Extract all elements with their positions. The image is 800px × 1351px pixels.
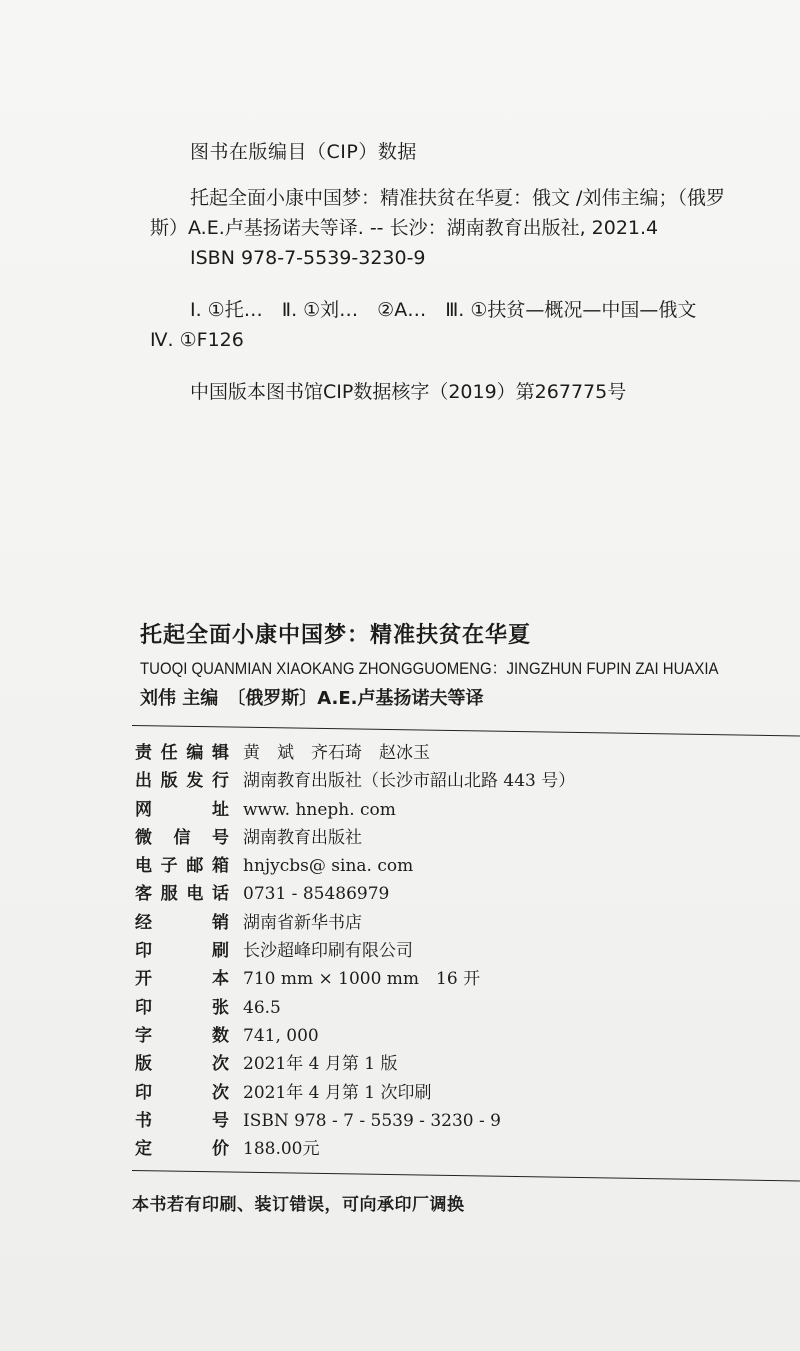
detail-value: ISBN 978 - 7 - 5539 - 3230 - 9	[243, 1110, 501, 1131]
cip-isbn: ISBN 978-7-5539-3230-9	[190, 247, 426, 269]
book-title-chinese: 托起全面小康中国梦：精准扶贫在华夏	[140, 623, 532, 648]
detail-label-char: 印	[135, 997, 152, 1018]
cip-number: 中国版本图书馆CIP数据核字（2019）第267775号	[190, 381, 627, 403]
detail-row	[135, 766, 755, 794]
detail-value: hnjycbs@ sina. com	[243, 856, 414, 877]
detail-label	[135, 879, 229, 904]
cip-subject-line-1: Ⅰ. ①托… Ⅱ. ①刘… ②A… Ⅲ. ①扶贫—概况—中国—俄文	[190, 299, 697, 321]
detail-label-char: 本	[212, 969, 229, 990]
detail-row	[135, 1078, 755, 1106]
detail-label	[135, 766, 229, 791]
detail-row	[135, 936, 755, 964]
detail-label-char: 经	[135, 912, 152, 933]
detail-label-char: 箱	[211, 856, 229, 877]
detail-row	[135, 851, 755, 879]
detail-value: 710 mm × 1000 mm 16 开	[243, 969, 481, 990]
detail-label-char: 印	[135, 941, 152, 962]
detail-label-char: 次	[212, 1054, 229, 1075]
detail-label	[135, 1049, 229, 1074]
detail-row	[135, 738, 755, 766]
detail-label-char: 号	[212, 827, 229, 848]
detail-label-char: 编	[186, 743, 204, 763]
detail-label-char: 行	[211, 771, 229, 792]
detail-label-char: 印	[135, 1082, 152, 1103]
detail-label-char: 电	[186, 884, 204, 905]
detail-label-char: 出	[135, 771, 152, 792]
detail-label	[135, 1106, 229, 1131]
detail-label	[135, 738, 229, 763]
publication-details	[135, 738, 755, 1162]
detail-label-char: 号	[212, 1110, 229, 1131]
detail-value: 188.00元	[243, 1139, 320, 1160]
detail-label-char: 服	[160, 884, 178, 905]
detail-row	[135, 1134, 755, 1162]
cip-subject-line-2: Ⅳ. ①F126	[150, 329, 244, 351]
detail-value: 长沙超峰印刷有限公司	[243, 941, 413, 962]
detail-label-char: 定	[135, 1139, 152, 1160]
detail-value: 湖南教育出版社（长沙市韶山北路 443 号）	[243, 771, 576, 792]
detail-label-char: 版	[160, 771, 178, 792]
detail-label	[135, 851, 229, 876]
detail-label	[135, 823, 229, 848]
detail-label-char: 字	[135, 1025, 152, 1046]
detail-row	[135, 1021, 755, 1049]
detail-label-char: 微	[135, 827, 152, 848]
detail-label-char: 址	[212, 799, 229, 820]
detail-label-char: 刷	[212, 941, 229, 962]
detail-label-char: 辑	[211, 743, 229, 763]
detail-label-char: 次	[212, 1082, 229, 1103]
detail-row	[135, 964, 755, 992]
cip-record	[150, 183, 740, 407]
detail-label	[135, 1021, 229, 1046]
detail-value: www. hneph. com	[243, 799, 396, 820]
detail-label	[135, 993, 229, 1018]
detail-label-char: 书	[135, 1110, 152, 1131]
detail-value: 0731 - 85486979	[243, 884, 390, 905]
detail-label-char: 信	[173, 827, 191, 848]
book-authors: 刘伟 主编 〔俄罗斯〕A.E.卢基扬诺夫等译	[140, 688, 484, 709]
detail-label-char: 责	[135, 743, 152, 763]
detail-label-char: 张	[212, 997, 229, 1018]
detail-value: 46.5	[243, 997, 281, 1018]
detail-label	[135, 1078, 229, 1103]
book-title-pinyin: TUOQI QUANMIAN XIAOKANG ZHONGGUOMENG：JINGZHUN FUPIN ZAI HUAXIA	[140, 659, 719, 678]
detail-label-char: 价	[212, 1139, 229, 1160]
bottom-divider	[132, 1170, 800, 1181]
detail-value: 湖南教育出版社	[243, 827, 362, 848]
detail-label	[135, 1134, 229, 1159]
detail-label-char: 客	[135, 884, 152, 905]
detail-label	[135, 936, 229, 961]
detail-value: 741, 000	[243, 1025, 319, 1046]
detail-row	[135, 908, 755, 936]
cip-heading: 图书在版编目（CIP）数据	[190, 141, 417, 163]
detail-label-char: 开	[135, 969, 152, 990]
detail-label-char: 话	[211, 884, 229, 905]
cip-entry-line-2: 斯）A.E.卢基扬诺夫等译. -- 长沙：湖南教育出版社, 2021.4	[150, 217, 659, 239]
top-divider	[132, 725, 800, 736]
detail-row	[135, 879, 755, 907]
detail-row	[135, 1049, 755, 1077]
detail-label-char: 子	[160, 856, 178, 877]
print-error-notice: 本书若有印刷、装订错误，可向承印厂调换	[132, 1195, 465, 1215]
cip-entry-line-1: 托起全面小康中国梦：精准扶贫在华夏：俄文 /刘伟主编；（俄罗	[190, 187, 725, 209]
detail-row	[135, 795, 755, 823]
detail-row	[135, 993, 755, 1021]
detail-value: 湖南省新华书店	[243, 912, 362, 933]
detail-label-char: 数	[212, 1025, 229, 1046]
detail-label-char: 发	[186, 771, 204, 792]
detail-value: 2021年 4 月第 1 次印刷	[243, 1082, 432, 1103]
detail-value: 2021年 4 月第 1 版	[243, 1054, 398, 1075]
detail-label-char: 邮	[186, 856, 204, 877]
detail-label-char: 销	[212, 912, 229, 933]
detail-label	[135, 964, 229, 989]
detail-label-char: 任	[160, 743, 178, 763]
detail-label-char: 电	[135, 856, 152, 877]
detail-label	[135, 908, 229, 933]
detail-label	[135, 795, 229, 820]
detail-value: 黄 斌 齐石琦 赵冰玉	[243, 743, 430, 763]
detail-row	[135, 823, 755, 851]
detail-label-char: 版	[135, 1054, 152, 1075]
detail-label-char: 网	[135, 799, 152, 820]
detail-row	[135, 1106, 755, 1134]
